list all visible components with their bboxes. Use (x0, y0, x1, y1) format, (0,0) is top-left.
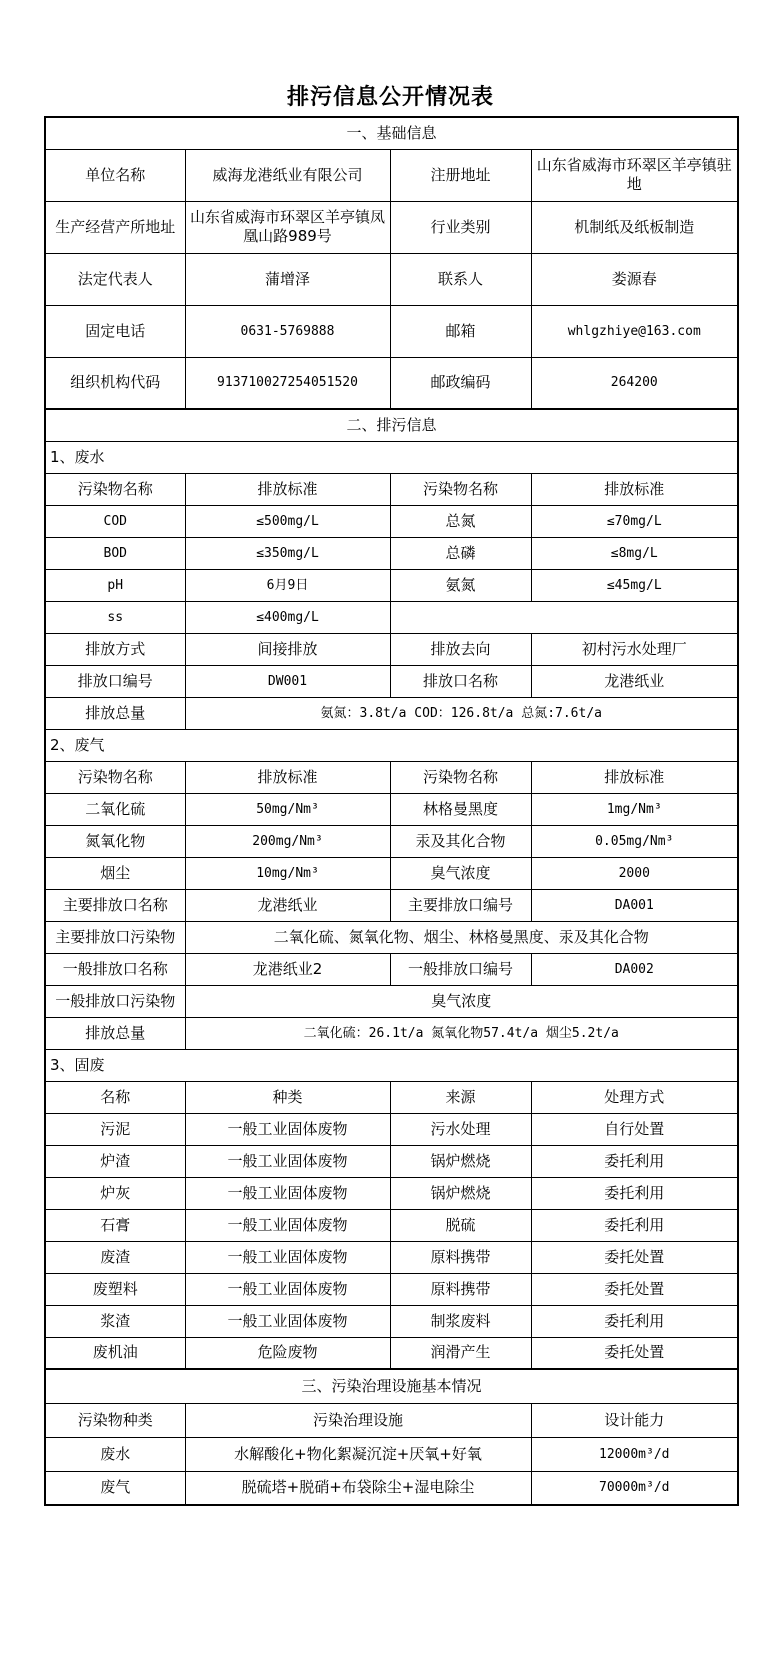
section-header-row (45, 1369, 738, 1403)
table-cell: whlgzhiye@163.com (531, 305, 738, 357)
water-row (45, 505, 738, 537)
subsection-row (45, 729, 738, 761)
table-cell: 一般排放口名称 (45, 953, 185, 985)
section-header: 一、基础信息 (45, 117, 738, 149)
table-cell: 龙港纸业 (185, 889, 390, 921)
basic-info-row (45, 253, 738, 305)
table-cell: 委托利用 (531, 1145, 738, 1177)
gas-general-outlet-row (45, 953, 738, 985)
water-row (45, 601, 738, 633)
basic-info-row (45, 149, 738, 201)
solid-head-row (45, 1081, 738, 1113)
table-cell: 原料携带 (390, 1273, 531, 1305)
table-cell: 污泥 (45, 1113, 185, 1145)
table-cell: 排放标准 (185, 473, 390, 505)
subsection-label: 3、固废 (45, 1049, 738, 1081)
table-cell: 脱硫塔+脱硝+布袋除尘+湿电除尘 (185, 1471, 531, 1505)
page-title: 排污信息公开情况表 (286, 85, 494, 110)
table-cell: 种类 (185, 1081, 390, 1113)
subsection-label: 1、废水 (45, 441, 738, 473)
table-cell: 200mg/Nm³ (185, 825, 390, 857)
table-cell: ≤8mg/L (531, 537, 738, 569)
table-cell: 污染物种类 (45, 1403, 185, 1437)
water-outlet-row (45, 665, 738, 697)
solid-row (45, 1337, 738, 1369)
table-cell: 50mg/Nm³ (185, 793, 390, 825)
table-cell: 自行处置 (531, 1113, 738, 1145)
table-cell: 山东省威海市环翠区羊亭镇凤凰山路989号 (185, 201, 390, 253)
table-cell: 排放口编号 (45, 665, 185, 697)
table-cell: 二氧化硫：26.1t/a 氮氧化物57.4t/a 烟尘5.2t/a (185, 1017, 738, 1049)
table-cell: 初村污水处理厂 (531, 633, 738, 665)
table-cell: 污染物名称 (45, 761, 185, 793)
table-cell: 污染物名称 (390, 473, 531, 505)
table-cell: 废渣 (45, 1241, 185, 1273)
table-cell: ss (45, 601, 185, 633)
section-header-row (45, 409, 738, 441)
gas-row (45, 825, 738, 857)
table-cell: 润滑产生 (390, 1337, 531, 1369)
subsection-label: 2、废气 (45, 729, 738, 761)
subsection-row (45, 1049, 738, 1081)
gas-head-row (45, 761, 738, 793)
table-cell: DW001 (185, 665, 390, 697)
gas-row (45, 857, 738, 889)
table-cell: 主要排放口编号 (390, 889, 531, 921)
table-cell: 10mg/Nm³ (185, 857, 390, 889)
water-row (45, 537, 738, 569)
solid-row (45, 1273, 738, 1305)
section-header-row (45, 117, 738, 149)
table-cell: 浆渣 (45, 1305, 185, 1337)
table-cell: 2000 (531, 857, 738, 889)
table-cell: 总氮 (390, 505, 531, 537)
solid-row (45, 1177, 738, 1209)
table-cell: 炉渣 (45, 1145, 185, 1177)
water-method-row (45, 633, 738, 665)
table-cell: 一般工业固体废物 (185, 1305, 390, 1337)
table-cell: 0631-5769888 (185, 305, 390, 357)
table-cell: 废水 (45, 1437, 185, 1471)
table-cell: 处理方式 (531, 1081, 738, 1113)
table-cell: 913710027254051520 (185, 357, 390, 409)
table-cell: 山东省威海市环翠区羊亭镇驻地 (531, 149, 738, 201)
table-cell: 原料携带 (390, 1241, 531, 1273)
table-cell: 一般工业固体废物 (185, 1145, 390, 1177)
table-cell: 间接排放 (185, 633, 390, 665)
table-cell: 邮箱 (390, 305, 531, 357)
table-cell: 一般工业固体废物 (185, 1241, 390, 1273)
table-cell: 锅炉燃烧 (390, 1177, 531, 1209)
gas-row (45, 793, 738, 825)
table-cell: 娄源春 (531, 253, 738, 305)
table-cell: 注册地址 (390, 149, 531, 201)
table-cell: COD (45, 505, 185, 537)
table-cell: DA001 (531, 889, 738, 921)
solid-row (45, 1305, 738, 1337)
table-cell: 70000m³/d (531, 1471, 738, 1505)
table-cell: 二氧化硫 (45, 793, 185, 825)
table-cell: 蒲增泽 (185, 253, 390, 305)
water-total-row (45, 697, 738, 729)
table-cell: 生产经营产所地址 (45, 201, 185, 253)
table-cell: 废气 (45, 1471, 185, 1505)
basic-info-row (45, 305, 738, 357)
solid-row (45, 1145, 738, 1177)
solid-row (45, 1209, 738, 1241)
table-cell: 氮氧化物 (45, 825, 185, 857)
pollution-info-table (44, 116, 739, 1506)
table-cell: ≤350mg/L (185, 537, 390, 569)
table-cell: 邮政编码 (390, 357, 531, 409)
table-cell: 林格曼黑度 (390, 793, 531, 825)
table-cell: 设计能力 (531, 1403, 738, 1437)
gas-main-pollutant-row (45, 921, 738, 953)
table-cell: 1mg/Nm³ (531, 793, 738, 825)
gas-main-outlet-row (45, 889, 738, 921)
subsection-row (45, 441, 738, 473)
table-cell: 汞及其化合物 (390, 825, 531, 857)
table-cell: 排放标准 (185, 761, 390, 793)
table-cell: 臭气浓度 (390, 857, 531, 889)
table-cell: 排放标准 (531, 473, 738, 505)
table-cell: 一般工业固体废物 (185, 1177, 390, 1209)
table-cell: pH (45, 569, 185, 601)
table-cell: 名称 (45, 1081, 185, 1113)
table-cell: 排放去向 (390, 633, 531, 665)
table-cell: 石膏 (45, 1209, 185, 1241)
table-cell: 委托处置 (531, 1337, 738, 1369)
table-cell: 法定代表人 (45, 253, 185, 305)
gas-general-pollutant-row (45, 985, 738, 1017)
table-cell: 危险废物 (185, 1337, 390, 1369)
table-cell (390, 601, 738, 633)
water-head-row (45, 473, 738, 505)
table-cell: 委托利用 (531, 1305, 738, 1337)
table-cell: DA002 (531, 953, 738, 985)
table-cell: ≤45mg/L (531, 569, 738, 601)
table-cell: 12000m³/d (531, 1437, 738, 1471)
facility-head-row (45, 1403, 738, 1437)
table-cell: 烟尘 (45, 857, 185, 889)
table-cell: 龙港纸业2 (185, 953, 390, 985)
table-cell: 行业类别 (390, 201, 531, 253)
table-cell: 委托利用 (531, 1177, 738, 1209)
solid-row (45, 1241, 738, 1273)
table-cell: 废塑料 (45, 1273, 185, 1305)
section-header: 三、污染治理设施基本情况 (45, 1369, 738, 1403)
table-cell: 总磷 (390, 537, 531, 569)
section-header: 二、排污信息 (45, 409, 738, 441)
table-cell: 脱硫 (390, 1209, 531, 1241)
table-cell: 6月9日 (185, 569, 390, 601)
table-cell: 主要排放口污染物 (45, 921, 185, 953)
table-cell: 氨氮 (390, 569, 531, 601)
basic-info-row (45, 201, 738, 253)
table-cell: 来源 (390, 1081, 531, 1113)
table-cell: 污染物名称 (390, 761, 531, 793)
table-cell: 污染物名称 (45, 473, 185, 505)
facility-row (45, 1471, 738, 1505)
solid-row (45, 1113, 738, 1145)
table-cell: 单位名称 (45, 149, 185, 201)
table-cell: 组织机构代码 (45, 357, 185, 409)
table-cell: ≤70mg/L (531, 505, 738, 537)
table-cell: 二氧化硫、氮氧化物、烟尘、林格曼黑度、汞及其化合物 (185, 921, 738, 953)
table-cell: 264200 (531, 357, 738, 409)
table-cell: 一般排放口编号 (390, 953, 531, 985)
table-cell: 氨氮：3.8t/a COD：126.8t/a 总氮:7.6t/a (185, 697, 738, 729)
table-cell: 排放口名称 (390, 665, 531, 697)
table-cell: 0.05mg/Nm³ (531, 825, 738, 857)
table-cell: 委托利用 (531, 1209, 738, 1241)
table-cell: 排放标准 (531, 761, 738, 793)
table-cell: 主要排放口名称 (45, 889, 185, 921)
table-cell: 臭气浓度 (185, 985, 738, 1017)
table-cell: 龙港纸业 (531, 665, 738, 697)
table-cell: 废机油 (45, 1337, 185, 1369)
table-cell: 水解酸化+物化絮凝沉淀+厌氧+好氧 (185, 1437, 531, 1471)
table-cell: 联系人 (390, 253, 531, 305)
basic-info-row (45, 357, 738, 409)
table-cell: 制浆废料 (390, 1305, 531, 1337)
water-row (45, 569, 738, 601)
table-cell: 污水处理 (390, 1113, 531, 1145)
table-cell: 委托处置 (531, 1273, 738, 1305)
table-cell: 一般工业固体废物 (185, 1209, 390, 1241)
table-cell: 排放总量 (45, 697, 185, 729)
table-cell: 锅炉燃烧 (390, 1145, 531, 1177)
table-cell: 排放方式 (45, 633, 185, 665)
table-cell: 一般工业固体废物 (185, 1113, 390, 1145)
table-cell: 威海龙港纸业有限公司 (185, 149, 390, 201)
table-cell: 固定电话 (45, 305, 185, 357)
table-cell: 排放总量 (45, 1017, 185, 1049)
facility-row (45, 1437, 738, 1471)
table-cell: 委托处置 (531, 1241, 738, 1273)
table-cell: ≤400mg/L (185, 601, 390, 633)
table-cell: 炉灰 (45, 1177, 185, 1209)
table-cell: ≤500mg/L (185, 505, 390, 537)
table-cell: 机制纸及纸板制造 (531, 201, 738, 253)
table-cell: 一般排放口污染物 (45, 985, 185, 1017)
table-cell: 污染治理设施 (185, 1403, 531, 1437)
gas-total-row (45, 1017, 738, 1049)
table-cell: 一般工业固体废物 (185, 1273, 390, 1305)
table-cell: BOD (45, 537, 185, 569)
